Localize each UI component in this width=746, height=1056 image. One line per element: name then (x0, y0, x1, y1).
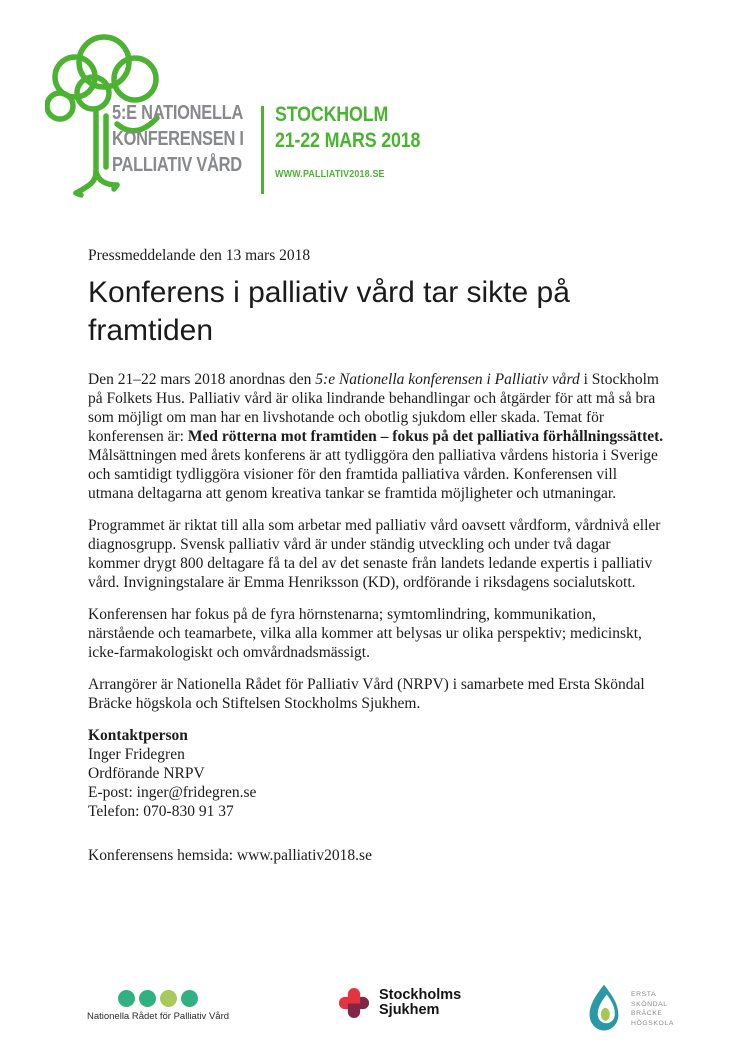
footer-logos (0, 975, 746, 1045)
ersta-line: SKÖNDAL (631, 1000, 668, 1008)
conference-name-line: 5:E NATIONELLA (112, 102, 244, 124)
conference-name-line: PALLIATIV VÅRD (112, 154, 242, 176)
paragraph-organizers: Arrangörer är Nationella Rådet för Palliativ Vård (NRPV) i samarbete med Ersta Sköndal Bräcke högskola och Stiftelsen Stockholms Sjukhem. (88, 676, 645, 712)
conference-place-date (275, 102, 420, 180)
nrpv-dots-icon (83, 990, 233, 1007)
contact-role: Ordförande NRPV (88, 765, 205, 782)
water-drop-icon (586, 981, 622, 1035)
homepage-line: Konferensens hemsida: www.palliativ2018.se (88, 847, 372, 864)
conference-name (112, 100, 244, 178)
nrpv-dot-icon (139, 990, 156, 1007)
conference-name-italic: 5:e Nationella konferensen i Palliativ vård (315, 371, 580, 388)
stockholms-sjukhem-logo (338, 987, 461, 1019)
sjukhem-line-2: Sjukhem (379, 1002, 440, 1018)
conference-website: WWW.PALLIATIV2018.SE (275, 168, 385, 180)
contact-email: E-post: inger@fridegren.se (88, 784, 257, 801)
sjukhem-label (379, 988, 461, 1019)
conference-logo (45, 26, 475, 198)
nrpv-dot-icon (181, 990, 198, 1007)
paragraph-text: Den 21–22 mars 2018 anordnas den (88, 371, 316, 388)
ersta-label (631, 981, 674, 1035)
contact-heading: Kontaktperson (88, 727, 188, 744)
contact-phone: Telefon: 070-830 91 37 (88, 803, 234, 820)
ersta-line: ERSTA (631, 991, 657, 998)
contact-section (88, 726, 666, 821)
contact-name: Inger Fridegren (88, 746, 185, 763)
sjukhem-line-1: Stockholms (379, 986, 462, 1003)
ersta-logo (586, 981, 674, 1035)
conference-city: STOCKHOLM (275, 103, 389, 126)
logo-divider (261, 106, 264, 194)
nrpv-dot-icon (160, 990, 177, 1007)
nrpv-logo (83, 990, 233, 1022)
ersta-line: HÖGSKOLA (631, 1019, 674, 1027)
nrpv-dot-icon (118, 990, 135, 1007)
paragraph-text: Målsättningen med årets konferens är att tydliggöra den palliativa vårdens historia i Sverige och samtidigt tydliggöra visioner för den framtida palliativa vården. Konferensen vill utmana deltagarna att genom kreativa tankar se framtida möjligheter och utmaningar. (88, 447, 658, 502)
title-line-2: framtiden (88, 314, 214, 347)
paragraph-text: i Stockholm på Folkets Hus. Palliativ vård är olika lindrande behandlingar och åtgärder för att må så bra som möjligt om man har en livshotande och obotlig sjukdom eller skada. Temat för konferensen är: (88, 371, 659, 445)
ersta-line: BRÄCKE (631, 1010, 663, 1017)
medical-cross-icon (338, 987, 370, 1019)
conference-theme-bold: Med rötterna mot framtiden – fokus på det palliativa förhållningssättet. (187, 428, 664, 445)
press-date: Pressmeddelande den 13 mars 2018 (88, 247, 311, 264)
page-title (88, 274, 666, 350)
paragraph-focus: Konferensen har fokus på de fyra hörnstenarna; symtomlindring, kommunikation, närstående och teamarbete, vilka alla kommer att belysas ur olika perspektiv; medicinskt, icke-farmakologiskt och omvårdnadsmässigt. (88, 606, 642, 661)
title-line-1: Konferens i palliativ vård tar sikte på (88, 276, 570, 309)
paragraph-program: Programmet är riktat till alla som arbetar med palliativ vård oavsett vårdform, vårdnivå eller diagnosgrupp. Svensk palliativ vård är under ständig utveckling och under två dagar kommer drygt 800 deltagare få ta del av det senaste från landets ledande expertis i palliativ vård. Invigningstalare är Emma Henriksson (KD), ordförande i riksdagens socialutskott. (88, 517, 661, 591)
conference-dates: 21-22 MARS 2018 (275, 129, 421, 152)
nrpv-label: Nationella Rådet för Palliativ Vård (86, 1011, 230, 1022)
conference-name-line: KONFERENSEN I (112, 128, 244, 150)
press-release-body (88, 247, 666, 865)
paragraph-intro (88, 370, 666, 503)
